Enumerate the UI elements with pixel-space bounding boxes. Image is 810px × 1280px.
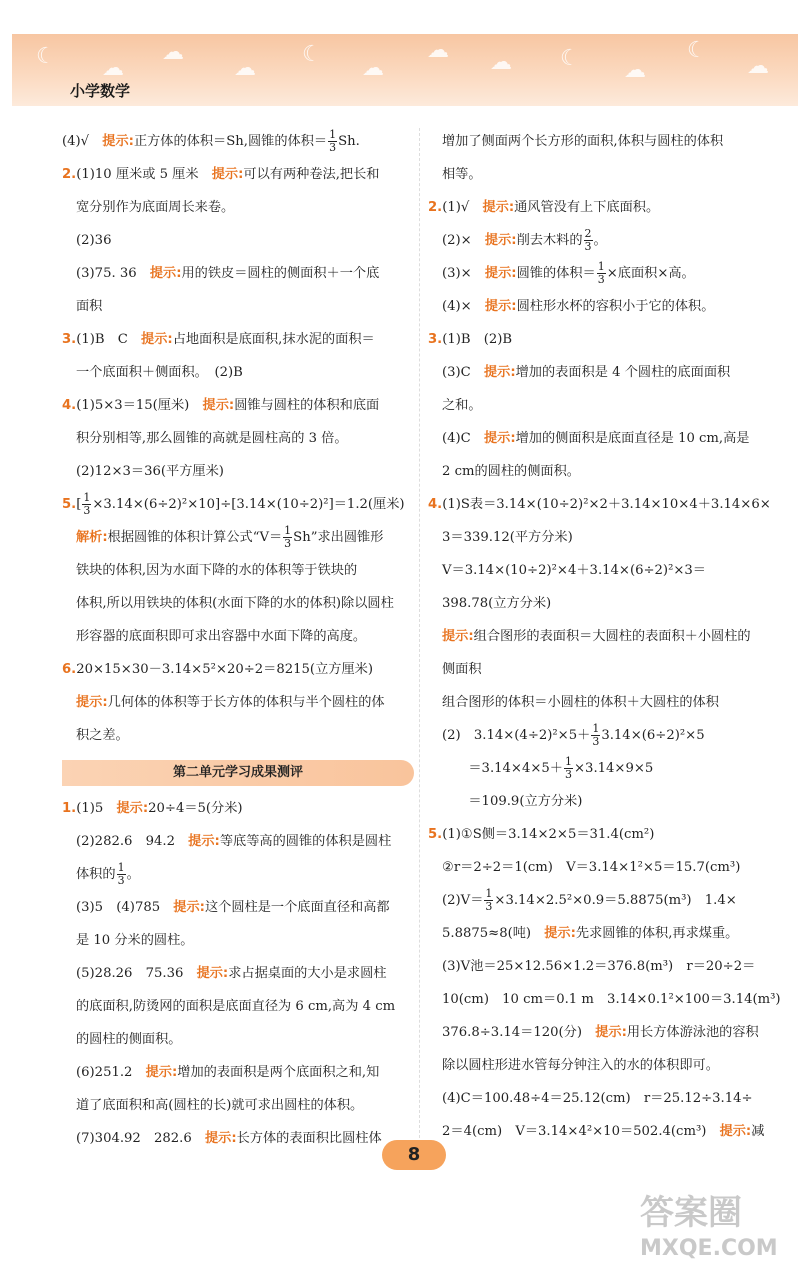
answer-text: 376.8÷3.14＝120(分) xyxy=(442,1025,596,1040)
answer-line xyxy=(62,158,414,191)
answer-line xyxy=(62,521,414,554)
moon-icon: ☾ xyxy=(36,44,56,69)
answer-text: (1)B (2)B xyxy=(442,332,513,347)
moon-icon: ☾ xyxy=(687,38,707,63)
answer-text: 2 cm的圆柱的侧面积。 xyxy=(442,464,580,479)
answer-text: 用长方体游泳池的容积 xyxy=(626,1025,759,1040)
answer-line xyxy=(428,521,780,554)
answer-text: 削去木料的 xyxy=(516,233,583,248)
answer-text: Sh”求出圆锥形 xyxy=(293,530,384,545)
answer-text: 可以有两种卷法,把长和 xyxy=(243,167,380,182)
answer-line xyxy=(428,455,780,488)
answer-text: 圆锥的体积＝ xyxy=(516,266,596,281)
answer-text: 占地面积是底面积,抹水泥的面积＝ xyxy=(172,332,375,347)
answer-text: 长方体的表面积比圆柱体 xyxy=(236,1131,382,1146)
answer-text: (2)12×3＝36(平方厘米) xyxy=(76,464,224,479)
column-divider xyxy=(419,128,420,1138)
answer-text: 。 xyxy=(126,867,140,882)
question-number: 3. xyxy=(428,332,443,347)
answer-line xyxy=(62,488,414,521)
answer-line xyxy=(62,455,414,488)
hint-label: 提示: xyxy=(149,266,182,281)
hint-label: 提示: xyxy=(145,1065,178,1080)
answer-text: ＝3.14×4×5＋ xyxy=(442,761,563,776)
answer-line xyxy=(428,587,780,620)
answer-text: ＝109.9(立方分米) xyxy=(442,794,583,809)
answer-text: 等底等高的圆锥的体积是圆柱 xyxy=(219,834,392,849)
answer-text: (3)75. 36 xyxy=(76,266,150,281)
answer-line xyxy=(62,554,414,587)
answer-line xyxy=(62,990,414,1023)
fraction xyxy=(328,129,337,154)
answer-line xyxy=(62,257,414,290)
answer-line xyxy=(62,1023,414,1056)
hint-label: 提示: xyxy=(204,1131,237,1146)
answer-text: Sh. xyxy=(338,134,360,149)
question-number: 6. xyxy=(62,662,77,677)
answer-line xyxy=(428,686,780,719)
hint-label: 提示: xyxy=(211,167,244,182)
answer-line xyxy=(62,719,414,752)
right-column xyxy=(428,125,780,1148)
answer-text: (4)× xyxy=(442,299,485,314)
answer-text: V＝3.14×(10÷2)²×4＋3.14×(6÷2)²×3＝ xyxy=(442,563,706,578)
answer-text: 10(cm) 10 cm＝0.1 m 3.14×0.1²×100＝3.14(m³) xyxy=(442,992,781,1007)
answer-text: (2) 3.14×(4÷2)²×5＋ xyxy=(442,728,591,743)
answer-text: (6)251.2 xyxy=(76,1065,146,1080)
answer-line xyxy=(428,752,780,785)
answer-line xyxy=(62,224,414,257)
hint-label: 提示: xyxy=(188,834,220,849)
answer-line xyxy=(428,1049,780,1082)
answer-text: 398.78(立方分米) xyxy=(442,596,552,611)
hint-label: 提示: xyxy=(483,365,516,380)
answer-text: 根据圆锥的体积计算公式“V＝ xyxy=(107,530,283,545)
cloud-icon: ☁ xyxy=(162,40,184,65)
answer-text: (3)× xyxy=(442,266,485,281)
answer-text: (5)28.26 75.36 xyxy=(76,966,197,981)
answer-text: 。 xyxy=(593,233,607,248)
answer-line xyxy=(62,191,414,224)
answer-line xyxy=(62,891,414,924)
fraction xyxy=(597,261,606,286)
answer-line xyxy=(62,125,414,158)
answer-text: 几何体的体积等于长方体的体积与半个圆柱的体 xyxy=(107,695,385,710)
answer-line xyxy=(428,356,780,389)
answer-text: 圆柱形水杯的容积小于它的体积。 xyxy=(516,299,715,314)
answer-text: (1)①S侧＝3.14×2×5＝31.4(cm²) xyxy=(442,827,655,842)
answer-line xyxy=(62,1122,414,1155)
cloud-icon: ☁ xyxy=(362,56,384,81)
numerator: 1 xyxy=(597,260,605,273)
denominator: 3 xyxy=(565,768,572,781)
answer-text: 减 xyxy=(751,1124,765,1139)
answer-text: 形容器的底面积即可求出容器中水面下降的高度。 xyxy=(76,629,367,644)
answer-text: 的圆柱的侧面积。 xyxy=(76,1032,182,1047)
answer-line xyxy=(62,1089,414,1122)
answer-text: 求占据桌面的大小是求圆柱 xyxy=(228,966,387,981)
fraction xyxy=(117,862,126,887)
answer-line xyxy=(428,488,780,521)
hint-label: 提示: xyxy=(484,233,517,248)
answer-text: 体积,所以用铁块的体积(水面下降的水的体积)除以圆柱 xyxy=(76,596,394,611)
answer-text: 除以圆柱形进水管每分钟注入的水的体积即可。 xyxy=(442,1058,719,1073)
answer-line xyxy=(62,653,414,686)
answer-text: (1)5 xyxy=(76,801,117,816)
answer-line xyxy=(428,884,780,917)
question-number: 1. xyxy=(62,801,77,816)
answer-line xyxy=(62,356,414,389)
left-column xyxy=(62,125,414,1155)
answer-text: 相等。 xyxy=(442,167,482,182)
question-number: 2. xyxy=(62,167,77,182)
hint-label: 提示: xyxy=(484,299,517,314)
answer-line xyxy=(428,1082,780,1115)
hint-label: 提示: xyxy=(544,926,576,941)
hint-label: 解析: xyxy=(76,530,108,545)
hint-label: 提示: xyxy=(141,332,173,347)
answer-line xyxy=(62,1056,414,1089)
cloud-icon: ☁ xyxy=(624,58,646,83)
answer-line xyxy=(62,924,414,957)
answer-line xyxy=(62,792,414,825)
answer-text: (4)C＝100.48÷4＝25.12(cm) r＝25.12÷3.14÷ xyxy=(442,1091,753,1106)
answer-text: ×底面积×高。 xyxy=(606,266,695,281)
answer-text: 是 10 分米的圆柱。 xyxy=(76,933,194,948)
hint-label: 提示: xyxy=(196,966,229,981)
answer-text: ×3.14×(6÷2)²×10]÷[3.14×(10÷2)²]＝1.2(厘米) xyxy=(92,497,405,512)
numerator: 1 xyxy=(329,128,337,141)
answer-text: 20×15×30－3.14×5²×20÷2＝8215(立方厘米) xyxy=(76,662,373,677)
page-number: 8 xyxy=(382,1140,446,1170)
right-block xyxy=(428,125,780,1148)
answer-line xyxy=(428,917,780,950)
watermark-url: MXQE.COM xyxy=(640,1236,778,1261)
numerator: 1 xyxy=(284,524,292,537)
answer-text: (2)36 xyxy=(76,233,112,248)
fraction xyxy=(564,756,573,781)
answer-text: 2＝4(cm) V＝3.14×4²×10＝502.4(cm³) xyxy=(442,1124,720,1139)
answer-text: 组合图形的体积＝小圆柱的体积＋大圆柱的体积 xyxy=(442,695,719,710)
answer-line xyxy=(62,686,414,719)
answer-line xyxy=(428,851,780,884)
answer-text: 5.8875≈8(吨) xyxy=(442,926,545,941)
moon-icon: ☾ xyxy=(302,42,322,67)
answer-text: (3)5 (4)785 xyxy=(76,900,174,915)
denominator: 3 xyxy=(284,537,292,550)
answer-text: 这个圆柱是一个底面直径和高都 xyxy=(204,900,390,915)
denominator: 3 xyxy=(597,273,605,286)
answer-text: [ xyxy=(76,497,82,512)
denominator: 3 xyxy=(592,735,600,748)
moon-icon: ☾ xyxy=(560,46,580,71)
question-number: 4. xyxy=(62,398,77,413)
hint-label: 提示: xyxy=(719,1124,752,1139)
answer-line xyxy=(428,389,780,422)
numerator: 1 xyxy=(565,755,572,768)
answer-text: ×3.14×9×5 xyxy=(574,761,654,776)
hint-label: 提示: xyxy=(442,629,474,644)
fraction xyxy=(82,492,91,517)
hint-label: 提示: xyxy=(173,900,205,915)
fraction xyxy=(584,228,593,253)
answer-line xyxy=(62,858,414,891)
answer-text: 3＝339.12(平方分米) xyxy=(442,530,573,545)
cloud-icon: ☁ xyxy=(234,56,256,81)
answer-text: 先求圆锥的体积,再求煤重。 xyxy=(575,926,739,941)
answer-line xyxy=(428,224,780,257)
cloud-icon: ☁ xyxy=(490,50,512,75)
answer-line xyxy=(62,422,414,455)
answer-text: 增加的表面积是两个底面积之和,知 xyxy=(177,1065,380,1080)
answer-line xyxy=(428,323,780,356)
answer-text: (1)B C xyxy=(76,332,142,347)
question-number: 5. xyxy=(428,827,443,842)
answer-text: (2)V＝ xyxy=(442,893,484,908)
hint-label: 提示: xyxy=(482,200,515,215)
answer-line xyxy=(62,587,414,620)
answer-line xyxy=(428,719,780,752)
answer-text: 通风管没有上下底面积。 xyxy=(514,200,660,215)
answer-text: (1)5×3＝15(厘米) xyxy=(76,398,203,413)
answer-line xyxy=(428,1115,780,1148)
denominator: 3 xyxy=(584,240,592,253)
cloud-icon: ☁ xyxy=(747,54,769,79)
answer-text: ②r＝2÷2＝1(cm) V＝3.14×1²×5＝15.7(cm³) xyxy=(442,860,741,875)
answer-text: 侧面积 xyxy=(442,662,482,677)
answer-text: 面积 xyxy=(76,299,103,314)
answer-line xyxy=(428,950,780,983)
answer-text: 铁块的体积,因为水面下降的水的体积等于铁块的 xyxy=(76,563,358,578)
answer-text: 正方体的体积＝Sh,圆锥的体积＝ xyxy=(133,134,328,149)
answer-line xyxy=(62,825,414,858)
hint-label: 提示: xyxy=(484,266,517,281)
answer-line xyxy=(428,422,780,455)
hint-label: 提示: xyxy=(483,431,516,446)
answer-text: 宽分别作为底面周长来卷。 xyxy=(76,200,235,215)
answer-text: (1)S表＝3.14×(10÷2)²×2＋3.14×10×4＋3.14×6× xyxy=(442,497,771,512)
answer-line xyxy=(428,620,780,653)
page-header-title: 小学数学 xyxy=(70,82,131,100)
question-number: 3. xyxy=(62,332,77,347)
answer-text: 体积的 xyxy=(76,867,116,882)
answer-text: 积之差。 xyxy=(76,728,129,743)
answer-line xyxy=(428,257,780,290)
answer-text: (3)C xyxy=(442,365,484,380)
fraction xyxy=(283,525,292,550)
answer-line xyxy=(428,785,780,818)
answer-text: 组合图形的表面积＝大圆柱的表面积＋小圆柱的 xyxy=(473,629,751,644)
hint-label: 提示: xyxy=(202,398,235,413)
hint-label: 提示: xyxy=(595,1025,627,1040)
denominator: 3 xyxy=(485,900,493,913)
answer-text: (1)√ xyxy=(442,200,483,215)
numerator: 1 xyxy=(117,861,125,874)
answer-text: 一个底面积＋侧面积。 (2)B xyxy=(76,365,243,380)
answer-line xyxy=(428,158,780,191)
section-title: 第二单元学习成果测评 xyxy=(62,760,414,786)
watermark-logo: 答案圈 xyxy=(640,1193,742,1233)
answer-line xyxy=(62,323,414,356)
numerator: 1 xyxy=(592,722,600,735)
answer-text: 圆锥与圆柱的体积和底面 xyxy=(234,398,380,413)
question-number: 5. xyxy=(62,497,77,512)
answer-text: 的底面积,防烫网的面积是底面直径为 6 cm,高为 4 cm xyxy=(76,999,396,1014)
answer-text: (2)282.6 94.2 xyxy=(76,834,189,849)
answer-line xyxy=(428,125,780,158)
numerator: 1 xyxy=(83,491,91,504)
answer-line xyxy=(428,818,780,851)
numerator: 2 xyxy=(584,227,592,240)
question-number: 4. xyxy=(428,497,443,512)
answer-text: 增加了侧面两个长方形的面积,体积与圆柱的体积 xyxy=(442,134,724,149)
answer-text: 增加的表面积是 4 个圆柱的底面面积 xyxy=(515,365,731,380)
answer-text: (4)√ xyxy=(62,134,103,149)
answer-text: (7)304.92 282.6 xyxy=(76,1131,205,1146)
answer-text: 用的铁皮＝圆柱的侧面积＋一个底 xyxy=(181,266,380,281)
fraction xyxy=(591,723,600,748)
answer-line xyxy=(62,957,414,990)
hint-label: 提示: xyxy=(102,134,134,149)
answer-line xyxy=(428,554,780,587)
answer-text: (3)V池＝25×12.56×1.2＝376.8(m³) r＝20÷2＝ xyxy=(442,959,756,974)
answer-text: (1)10 厘米或 5 厘米 xyxy=(76,167,212,182)
hint-label: 提示: xyxy=(76,695,108,710)
left-top-block xyxy=(62,125,414,752)
fraction xyxy=(484,888,493,913)
answer-line xyxy=(428,1016,780,1049)
answer-text: 增加的侧面积是底面直径是 10 cm,高是 xyxy=(515,431,750,446)
answer-text: 道了底面积和高(圆柱的长)就可求出圆柱的体积。 xyxy=(76,1098,364,1113)
answer-line xyxy=(62,290,414,323)
answer-line xyxy=(428,191,780,224)
hint-label: 提示: xyxy=(116,801,149,816)
left-bottom-block xyxy=(62,792,414,1155)
answer-text: 20÷4＝5(分米) xyxy=(148,801,243,816)
answer-text: 积分别相等,那么圆锥的高就是圆柱高的 3 倍。 xyxy=(76,431,348,446)
denominator: 3 xyxy=(117,874,125,887)
answer-line xyxy=(428,653,780,686)
answer-text: (4)C xyxy=(442,431,484,446)
cloud-icon: ☁ xyxy=(427,38,449,63)
answer-line xyxy=(428,983,780,1016)
answer-text: ×3.14×2.5²×0.9＝5.8875(m³) 1.4× xyxy=(494,893,737,908)
numerator: 1 xyxy=(485,887,493,900)
denominator: 3 xyxy=(329,141,337,154)
answer-text: 3.14×(6÷2)²×5 xyxy=(601,728,705,743)
answer-text: (2)× xyxy=(442,233,485,248)
denominator: 3 xyxy=(83,504,91,517)
answer-line xyxy=(62,389,414,422)
cloud-icon: ☁ xyxy=(102,56,124,81)
answer-text: 之和。 xyxy=(442,398,482,413)
answer-line xyxy=(62,620,414,653)
question-number: 2. xyxy=(428,200,443,215)
answer-line xyxy=(428,290,780,323)
